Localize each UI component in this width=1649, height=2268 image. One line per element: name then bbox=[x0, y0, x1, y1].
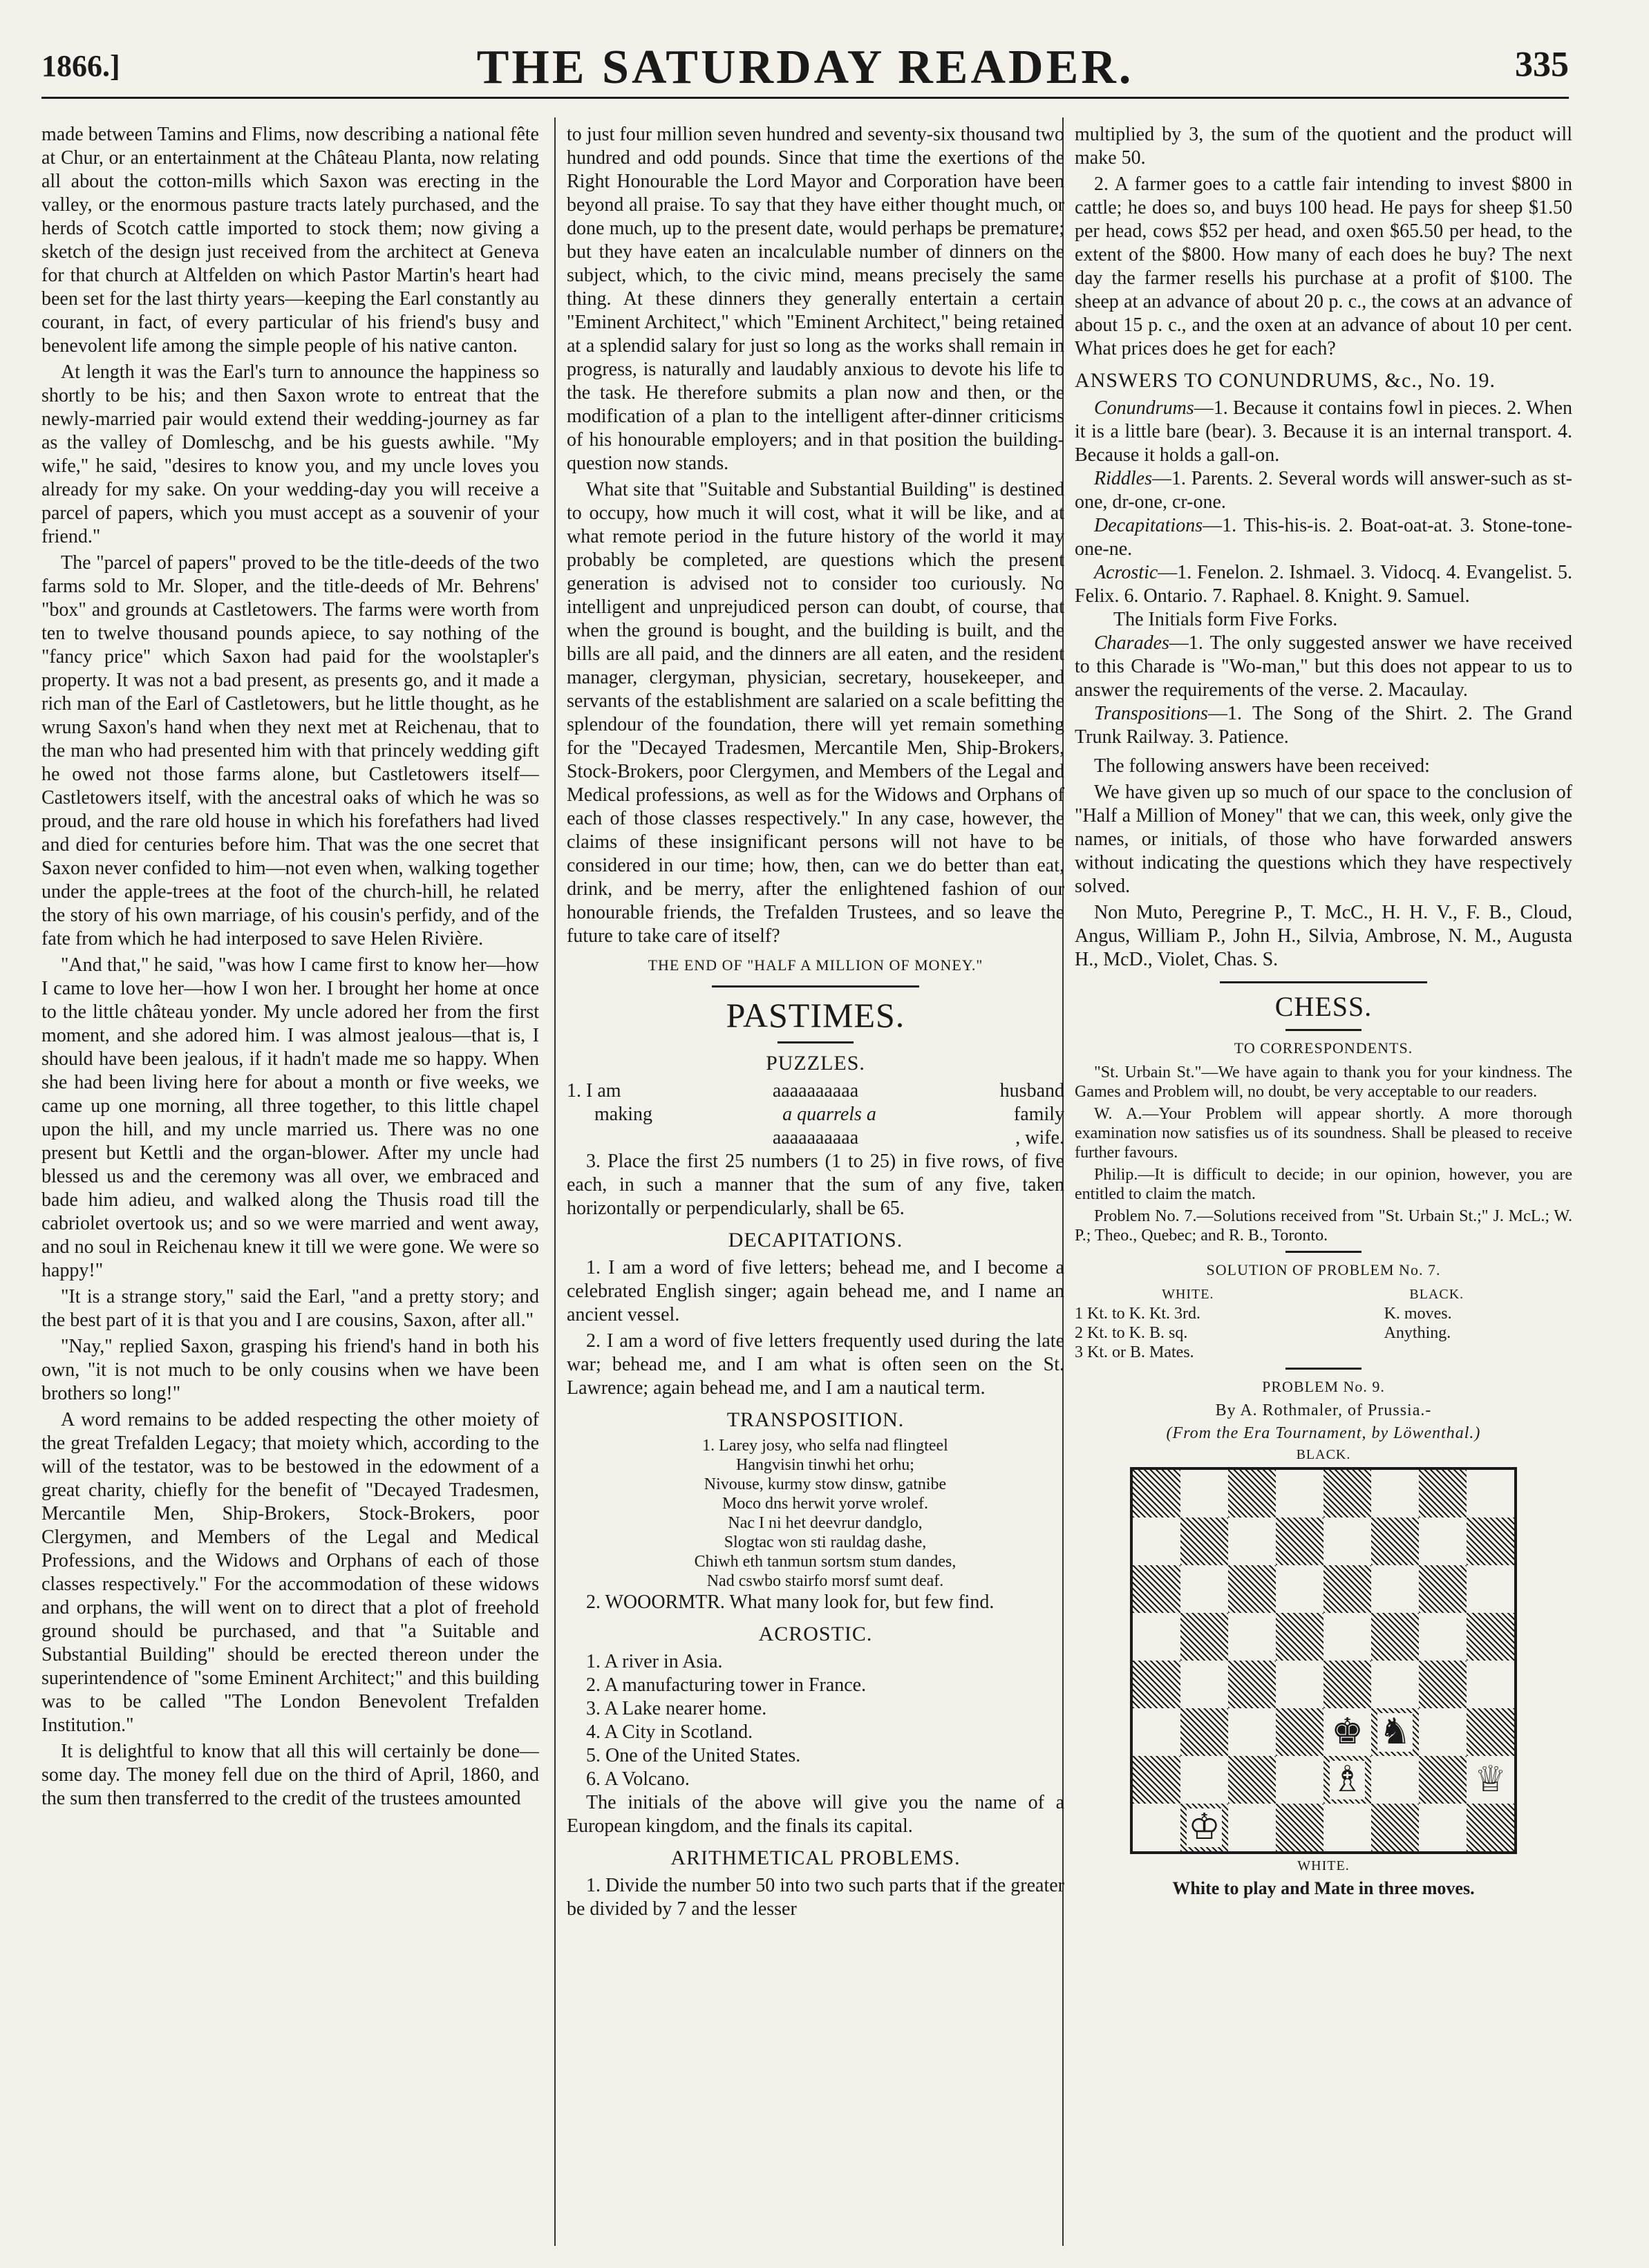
puzzle-cell: aaaaaaaaaa bbox=[772, 1080, 859, 1102]
answer-text: —1. Because it contains fowl in pieces. 2. When it is a little bare (bear). 3. Because it is an internal transport. 4. Because it holds a gall-on. bbox=[1075, 397, 1572, 466]
board-square-f4 bbox=[1371, 1661, 1419, 1708]
white-label: WHITE. bbox=[1297, 1858, 1350, 1873]
puzzles-heading: PUZZLES. bbox=[766, 1052, 865, 1075]
arithmetical-heading: ARITHMETICAL PROBLEMS. bbox=[670, 1846, 961, 1869]
story-paragraph: What site that "Suitable and Substantial Building" is destined to occupy, how much it will cost, what it will be like, and at what remote period in the future history of the world it may probably be completed, are questions which the present generation is advised not to consider too curiously. No intelligent and unprejudiced person can doubt, of course, that when the ground is bought, and the building is built, and the bills are all paid, and the dinners are all eaten, and the resident manager, clergyman, physician, secretary, housekeeper, and servants of the establishment are salaried on a scale befitting the splendour of the foundation, there will yet remain something for the "Decayed Tradesmen, Mercantile Men, Ship-Brokers, Stock-Brokers, poor Clergymen, and Members of the Legal and Medical professions, as well as for the Widows and Orphans of each of those classes respectively." In any case, however, the claims of these insignificant persons will not have to be considered in our time; how, then, can we do better than eat, drink, and be merry, after the enlightened fashion of our honourable friends, the Trefalden Trustees, and so leave the future to take care of itself? bbox=[567, 479, 1064, 947]
board-square-c3 bbox=[1228, 1708, 1276, 1756]
answer-label: Transpositions bbox=[1094, 703, 1208, 724]
board-square-g3 bbox=[1419, 1708, 1467, 1756]
verse-line: Nac I ni het deevrur dandglo, bbox=[728, 1514, 923, 1532]
board-square-a4 bbox=[1133, 1661, 1180, 1708]
board-square-e1 bbox=[1323, 1804, 1371, 1851]
answer-text: —1. Fenelon. 2. Ishmael. 3. Vidocq. 4. Evangelist. 5. Felix. 6. Ontario. 7. Raphael. 8. Knight. 9. Samuel. bbox=[1075, 562, 1572, 607]
puzzle-text: The initials of the above will give you the name of a European kingdom, and the finals its capital. bbox=[567, 1792, 1064, 1837]
puzzle-row bbox=[567, 1079, 1064, 1103]
board-square-g2 bbox=[1419, 1756, 1467, 1804]
board-square-b6 bbox=[1180, 1565, 1228, 1613]
board-square-c1 bbox=[1228, 1804, 1276, 1851]
puzzle-cell: aaaaaaaaaa bbox=[772, 1127, 859, 1149]
story-paragraph: It is delightful to know that all this will certainly be done—some day. The money fell due on the third of April, 1860, and the sum then transferred to the credit of the trustees amounted bbox=[41, 1741, 539, 1809]
board-square-h1 bbox=[1467, 1804, 1514, 1851]
board-square-d3 bbox=[1276, 1708, 1323, 1756]
board-square-b5 bbox=[1180, 1613, 1228, 1661]
white-move: 1 Kt. to K. Kt. 3rd. bbox=[1075, 1305, 1200, 1323]
board-square-f3 bbox=[1371, 1708, 1419, 1756]
solution-header-row bbox=[1075, 1285, 1572, 1304]
column-2 bbox=[567, 123, 1064, 2238]
story-paragraph: "It is a strange story," said the Earl, "and a pretty story; and the best part of it is that you and I are cousins, Saxon, after all." bbox=[41, 1286, 539, 1331]
board-square-a1 bbox=[1133, 1804, 1180, 1851]
board-square-f1 bbox=[1371, 1804, 1419, 1851]
solution-row bbox=[1075, 1343, 1572, 1362]
story-paragraph: "And that," he said, "was how I came first to know her—how I came to love her—how I won her. I brought her home at once to the little château yonder. My uncle adored her from the first moment, and she adored him. I was almost jealous—that is, I should have been jealous, if it hadn't made me so happy. When she had been living here for about a month or five weeks, we came up one morning, all three together, to this little chapel upon the hill, and my uncle married us. There was no one present but Kettli and the organ-blower. After my uncle had blessed us and the ceremony was all over, we embraced and bade him adieu, and walked along the Thusis road till the cabriolet overtook us; and so we were married and went away, and no soul in Reichenau knew it till we were gone. We were so happy!" bbox=[41, 954, 539, 1281]
puzzle-cell: making bbox=[594, 1104, 652, 1125]
answer-label: Riddles bbox=[1094, 468, 1152, 489]
story-paragraph: The "parcel of papers" proved to be the title-deeds of the two farms sold to Mr. Sloper, and the title-deeds of Mr. Behrens' "box" and grounds at Castletowers. The farms were worth from ten to twelve thousand pounds apiece, to say nothing of the "fancy price" which Saxon had paid for the woolstapler's property. It was not a bad present, as presents go, and it made a rich man of the Earl of Castletowers, but he little thought, as he wrung Saxon's hand when they next met at Reichenau, that to the man who had presented him with that princely wedding gift he owed not those farms alone, but Castletowers itself—Castletowers itself, with the ancestral oaks of which he was so proud, and the rare old house in which his forefathers had lived and died for centuries before him. That was the one secret that Saxon never confided to him—not even when, walking together under the apple-trees at the foot of the church-hill, he related the story of his own marriage, of his cousin's perfidy, and of the fate from which he had interposed to save Helen Rivière. bbox=[41, 552, 539, 949]
correspondents-heading: TO CORRESPONDENTS. bbox=[1234, 1039, 1413, 1057]
verse-line: Moco dns herwit yorve wrolef. bbox=[722, 1495, 928, 1513]
verse-line: Hangvisin tinwhi het orhu; bbox=[736, 1456, 914, 1474]
masthead-title: THE SATURDAY READER. bbox=[476, 41, 1134, 94]
answers-heading: ANSWERS TO CONUNDRUMS, &c., No. 19. bbox=[1075, 369, 1496, 392]
puzzle-cell: , wife. bbox=[1015, 1127, 1064, 1149]
board-square-h2 bbox=[1467, 1756, 1514, 1804]
board-square-g8 bbox=[1419, 1470, 1467, 1518]
answer-label: Acrostic bbox=[1094, 562, 1158, 583]
board-square-e3 bbox=[1323, 1708, 1371, 1756]
board-square-a2 bbox=[1133, 1756, 1180, 1804]
story-paragraph: made between Tamins and Flims, now describing a national fête at Chur, or an entertainment at the Château Planta, now relating all about the cotton-mills which Saxon was erecting in the valley, or the enormous pasture tracts lately purchased, and the herds of Scotch cattle imported to stock them; now giving a sketch of the design just received from the architect at Geneva for that church at Altfelden on which Pastor Martin's heart had been set for the last thirty years—keeping the Earl constantly au courant, in fact, of every particular of his friend's busy and benevolent life among the simple people of his native canton. bbox=[41, 124, 539, 357]
pastimes-heading: PASTIMES. bbox=[726, 996, 905, 1034]
puzzle-text: 2. I am a word of five letters frequently used during the late war; behead me, and I am what is often seen on the St. Lawrence; again behead me, and I am a nautical term. bbox=[567, 1330, 1064, 1399]
board-square-h6 bbox=[1467, 1565, 1514, 1613]
white-move: 2 Kt. to K. B. sq. bbox=[1075, 1324, 1188, 1342]
page-header bbox=[41, 35, 1569, 99]
board-square-g4 bbox=[1419, 1661, 1467, 1708]
puzzle-cell: husband bbox=[999, 1080, 1064, 1102]
received-heading: The following answers have been received: bbox=[1094, 755, 1430, 777]
section-rule bbox=[1285, 1029, 1361, 1031]
puzzle-text: 1. Divide the number 50 into two such parts that if the greater be divided by 7 and the lesser bbox=[567, 1875, 1064, 1920]
answer-entry bbox=[1075, 632, 1572, 702]
solution-row bbox=[1075, 1304, 1572, 1323]
board-square-a5 bbox=[1133, 1613, 1180, 1661]
board-square-h7 bbox=[1467, 1518, 1514, 1565]
board-square-b7 bbox=[1180, 1518, 1228, 1565]
puzzle-text: 1. I am a word of five letters; behead me, and I become a celebrated English singer; again behead me, and I name an ancient vessel. bbox=[567, 1257, 1064, 1325]
board-square-e4 bbox=[1323, 1661, 1371, 1708]
answer-entry bbox=[1075, 702, 1572, 749]
column-1 bbox=[41, 123, 539, 2238]
board-square-c5 bbox=[1228, 1613, 1276, 1661]
story-paragraph: At length it was the Earl's turn to announce the happiness so shortly to be his; and then Saxon wrote to entreat that the newly-married pair would extend their wedding-journey as far as the valley of Domleschg, and be his guests awhile. "My wife," he said, "desires to know you, and my uncle loves you already for my sake. On your wedding-day you will receive a parcel of papers, which you must accept as a souvenir of your friend." bbox=[41, 361, 539, 547]
black-king-piece: ♚ bbox=[1331, 1712, 1364, 1752]
acrostic-item: 1. A river in Asia. bbox=[586, 1651, 723, 1672]
puzzle-text: 2. A farmer goes to a cattle fair intending to invest $800 in cattle; he does so, and buys 100 head. He pays for sheep $1.50 per head, cows $52 per head, and oxen $65.50 per head, to the extent of the $800. How many of each does he buy? The next day the farmer resells his purchase at a profit of $100. The sheep at an advance of about 20 p. c., the cows at an advance of about 15 p. c., and the oxen at an advance of about 10 per cent. What prices does he get for each? bbox=[1075, 173, 1572, 359]
verse-line: 1. Larey josy, who selfa nad flingteel bbox=[702, 1437, 948, 1455]
header-year: 1866.] bbox=[41, 49, 120, 83]
solution-table bbox=[1075, 1285, 1572, 1362]
board-square-c2 bbox=[1228, 1756, 1276, 1804]
verse-line: Chiwh eth tanmun sortsm stum dandes, bbox=[694, 1553, 957, 1571]
story-paragraph: "Nay," replied Saxon, grasping his friend's hand in both his own, "it is not much to be only cousins when we have been brothers so long!" bbox=[41, 1336, 539, 1404]
chess-board bbox=[1130, 1467, 1517, 1854]
board-square-e6 bbox=[1323, 1565, 1371, 1613]
board-square-f7 bbox=[1371, 1518, 1419, 1565]
board-square-f5 bbox=[1371, 1613, 1419, 1661]
solution-heading: SOLUTION OF PROBLEM No. 7. bbox=[1206, 1261, 1441, 1278]
answer-label: Conundrums bbox=[1094, 397, 1194, 419]
received-names: Non Muto, Peregrine P., T. McC., H. H. V., F. B., Cloud, Angus, William P., John H., Silvia, Ambrose, N. M., Augusta H., McD., Violet, Chas. S. bbox=[1075, 902, 1572, 970]
solution-row bbox=[1075, 1323, 1572, 1343]
column-3 bbox=[1075, 123, 1572, 2238]
acrostic-item: 6. A Volcano. bbox=[586, 1768, 690, 1790]
white-move: 3 Kt. or B. Mates. bbox=[1075, 1343, 1194, 1361]
board-square-g7 bbox=[1419, 1518, 1467, 1565]
board-square-d8 bbox=[1276, 1470, 1323, 1518]
section-rule bbox=[1285, 1251, 1361, 1253]
board-square-a3 bbox=[1133, 1708, 1180, 1756]
section-rule bbox=[778, 1041, 854, 1043]
puzzle-row bbox=[567, 1126, 1064, 1150]
board-square-e7 bbox=[1323, 1518, 1371, 1565]
board-square-d1 bbox=[1276, 1804, 1323, 1851]
problem-instruction: White to play and Mate in three moves. bbox=[1172, 1878, 1475, 1898]
puzzle-cell: 1. I am bbox=[567, 1080, 621, 1102]
board-square-d7 bbox=[1276, 1518, 1323, 1565]
black-move bbox=[1301, 1343, 1572, 1362]
acrostic-heading: ACROSTIC. bbox=[758, 1623, 873, 1645]
board-square-b2 bbox=[1180, 1756, 1228, 1804]
board-square-e5 bbox=[1323, 1613, 1371, 1661]
board-square-f2 bbox=[1371, 1756, 1419, 1804]
acrostic-item: 3. A Lake nearer home. bbox=[586, 1698, 767, 1719]
verse-line: Nad cswbo stairfo morsf sumt deaf. bbox=[706, 1572, 944, 1590]
answer-text: The Initials form Five Forks. bbox=[1113, 609, 1338, 630]
black-knight-piece: ♞ bbox=[1379, 1712, 1411, 1752]
page-number: 335 bbox=[1515, 45, 1569, 84]
board-square-d6 bbox=[1276, 1565, 1323, 1613]
correspondent-note: Problem No. 7.—Solutions received from "St. Urbain St.;" J. McL.; W. P.; Theo., Quebec; and R. B., Toronto. bbox=[1075, 1207, 1572, 1245]
story-paragraph: A word remains to be added respecting the other moiety of the great Trefalden Legacy; that moiety which, according to the will of the testator, was to be bestowed in the edowment of a great charity, chiefly for the benefit of "Decayed Tradesmen, Mercantile Men, Ship-Brokers, Stock-Brokers, poor Clergymen, and Members of the Legal and Medical Professions, and the Widows and Orphans of each of those classes respectively." For the accommodation of these widows and orphans, the will went on to direct that a plot of freehold ground should be purchased, and that "a Suitable and Substantial Building" should be erected thereon under the superintendence of "some Eminent Architect;" and this building was to be called "The London Benevolent Trefalden Institution." bbox=[41, 1409, 539, 1736]
correspondent-note: W. A.—Your Problem will appear shortly. A more thorough examination now satisfies us of its soundness. Shall be pleased to receive further favours. bbox=[1075, 1105, 1572, 1162]
answer-text: —1. The only suggested answer we have received to this Charade is "Wo-man," but this does not appear to us to answer the requirements of the verse. 2. Macaulay. bbox=[1075, 632, 1572, 701]
chess-heading: CHESS. bbox=[1274, 991, 1373, 1022]
board-square-c7 bbox=[1228, 1518, 1276, 1565]
correspondent-note: "St. Urbain St."—We have again to thank you for your kindness. The Games and Problem will, no doubt, be very acceptable to our readers. bbox=[1075, 1064, 1572, 1101]
board-square-c8 bbox=[1228, 1470, 1276, 1518]
answer-entry bbox=[1075, 467, 1572, 514]
board-square-b1 bbox=[1180, 1804, 1228, 1851]
black-move: Anything. bbox=[1384, 1324, 1451, 1342]
column-divider bbox=[554, 117, 556, 2246]
board-square-d4 bbox=[1276, 1661, 1323, 1708]
answer-label: Charades bbox=[1094, 632, 1169, 654]
board-square-h5 bbox=[1467, 1613, 1514, 1661]
chess-diagram bbox=[1130, 1467, 1517, 1854]
story-end-line: THE END OF "HALF A MILLION OF MONEY." bbox=[648, 956, 983, 974]
answer-text: —1. Parents. 2. Several words will answer-such as st-one, dr-one, cr-one. bbox=[1075, 468, 1572, 513]
decapitations-heading: DECAPITATIONS. bbox=[728, 1229, 903, 1251]
board-square-f6 bbox=[1371, 1565, 1419, 1613]
answer-entry bbox=[1075, 561, 1572, 608]
board-square-d2 bbox=[1276, 1756, 1323, 1804]
board-square-a7 bbox=[1133, 1518, 1180, 1565]
white-queen-piece: ♕ bbox=[1474, 1759, 1507, 1799]
answer-text: —1. The Song of the Shirt. 2. The Grand Trunk Railway. 3. Patience. bbox=[1075, 703, 1572, 748]
board-square-g6 bbox=[1419, 1565, 1467, 1613]
section-rule bbox=[1285, 1368, 1361, 1370]
puzzle-text: multiplied by 3, the sum of the quotient and the product will make 50. bbox=[1075, 124, 1572, 169]
acrostic-item: 5. One of the United States. bbox=[586, 1745, 801, 1766]
board-square-b8 bbox=[1180, 1470, 1228, 1518]
verse-line: Nivouse, kurmy stow dinsw, gatnibe bbox=[704, 1475, 947, 1493]
problem-author: By A. Rothmaler, of Prussia.- bbox=[1215, 1401, 1432, 1419]
acrostic-item: 4. A City in Scotland. bbox=[586, 1721, 753, 1743]
board-square-h8 bbox=[1467, 1470, 1514, 1518]
answer-entry bbox=[1075, 397, 1572, 467]
section-rule bbox=[1220, 981, 1427, 983]
puzzle-text: 3. Place the first 25 numbers (1 to 25) in five rows, of five each, in such a manner that the sum of any five, taken horizontally or perpendicularly, shall be 65. bbox=[567, 1151, 1064, 1219]
answer-entry bbox=[1075, 514, 1572, 561]
board-square-b4 bbox=[1180, 1661, 1228, 1708]
black-move: K. moves. bbox=[1384, 1305, 1452, 1323]
correspondent-note: Philip.—It is difficult to decide; in our opinion, however, you are entitled to claim the match. bbox=[1075, 1166, 1572, 1203]
board-square-h3 bbox=[1467, 1708, 1514, 1756]
board-square-d5 bbox=[1276, 1613, 1323, 1661]
transposition-heading: TRANSPOSITION. bbox=[726, 1408, 905, 1431]
puzzle-cell bbox=[567, 1126, 733, 1150]
board-square-g1 bbox=[1419, 1804, 1467, 1851]
problem-source: (From the Era Tournament, by Löwenthal.) bbox=[1166, 1424, 1481, 1442]
problem-heading: PROBLEM No. 9. bbox=[1262, 1378, 1385, 1395]
board-square-e8 bbox=[1323, 1470, 1371, 1518]
answer-text: —1. This-his-is. 2. Boat-oat-at. 3. Stone-tone-one-ne. bbox=[1075, 515, 1572, 560]
answer-label: Decapitations bbox=[1094, 515, 1203, 536]
story-paragraph: to just four million seven hundred and seventy-six thousand two hundred and odd pounds. Since that time the exertions of the Right Honourable the Lord Mayor and Corporation have been beyond all praise. To say that they have either thought much, or done much, up to the present date, would perhaps be premature; but they have eaten an incalculable number of dinners on the subject, which, to the civic mind, means precisely the same thing. At these dinners they generally entertain a certain "Eminent Architect," which "Eminent Architect," being retained at a splendid salary for just so long as the works shall remain in progress, is naturally and laudably anxious to devote his life to the task. He therefore submits a plan now and then, or the modification of a plan to the intelligent after-dinner criticisms of his honourable employers; and in that position the building-question now stands. bbox=[567, 124, 1064, 474]
answer-entry bbox=[1075, 608, 1572, 632]
solution-col-white: WHITE. bbox=[1162, 1287, 1214, 1302]
board-square-b3 bbox=[1180, 1708, 1228, 1756]
board-square-a8 bbox=[1133, 1470, 1180, 1518]
black-label: BLACK. bbox=[1296, 1447, 1351, 1462]
acrostic-item: 2. A manufacturing tower in France. bbox=[586, 1674, 867, 1696]
puzzle-row bbox=[567, 1103, 1064, 1126]
board-square-c4 bbox=[1228, 1661, 1276, 1708]
board-square-g5 bbox=[1419, 1613, 1467, 1661]
puzzle-cell: a quarrels a bbox=[782, 1104, 876, 1125]
puzzle-text: 2. WOOORMTR. What many look for, but few find. bbox=[586, 1591, 995, 1613]
board-square-e2 bbox=[1323, 1756, 1371, 1804]
puzzle-cell: family bbox=[1013, 1104, 1064, 1125]
solution-col-black: BLACK. bbox=[1409, 1287, 1464, 1302]
board-square-c6 bbox=[1228, 1565, 1276, 1613]
verse-line: Slogtac won sti rauldag dashe, bbox=[724, 1533, 927, 1551]
white-king-piece: ♔ bbox=[1188, 1807, 1221, 1847]
board-square-f8 bbox=[1371, 1470, 1419, 1518]
received-note: We have given up so much of our space to the conclusion of "Half a Million of Money" that we can, this week, only give the names, or initials, of those who have forwarded answers without indicating the questions which they have respectively solved. bbox=[1075, 782, 1572, 897]
white-bishop-piece: ♗ bbox=[1331, 1759, 1364, 1799]
section-rule bbox=[712, 985, 919, 987]
board-square-h4 bbox=[1467, 1661, 1514, 1708]
board-square-a6 bbox=[1133, 1565, 1180, 1613]
